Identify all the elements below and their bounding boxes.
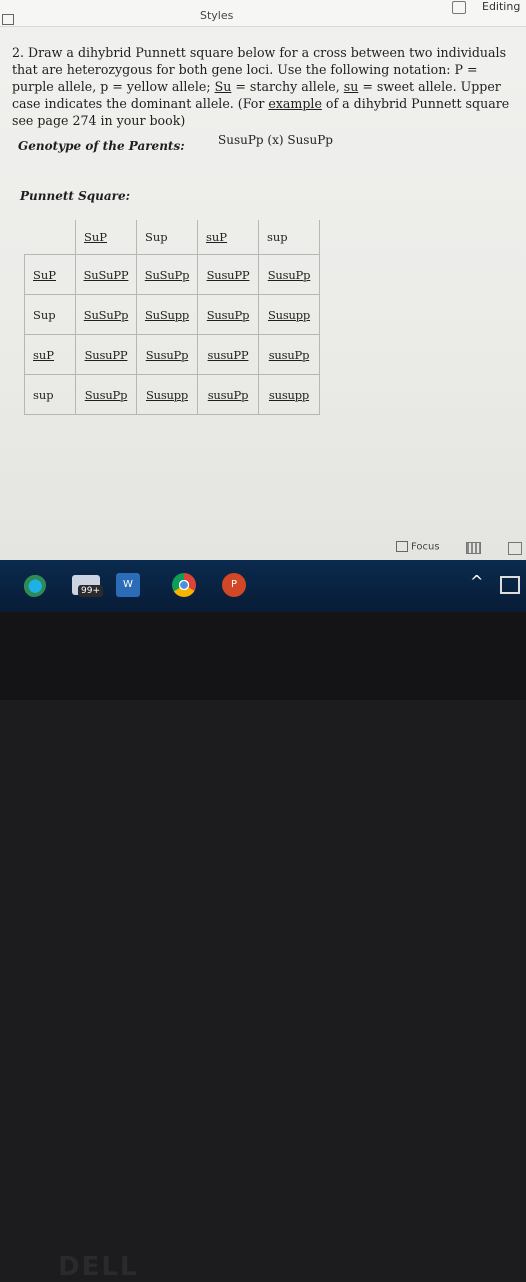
punnett-cell: SuSuPP (76, 255, 137, 295)
screen (0, 0, 526, 560)
punnett-cell: susuPp (259, 335, 320, 375)
punnett-cell: SuSupp (137, 295, 198, 335)
parents-genotype-value: SusuPp (x) SusuPp (218, 133, 333, 147)
punnett-cell: SusuPp (198, 295, 259, 335)
punnett-row-3 (25, 335, 320, 375)
ribbon (0, 0, 526, 27)
editing-group-label[interactable]: Editing (482, 0, 521, 13)
punnett-cell: susupp (259, 375, 320, 415)
focus-mode-button[interactable] (396, 541, 440, 553)
row-header-1: SuP (25, 255, 76, 295)
punnett-cell: susuPp (198, 375, 259, 415)
question-part3: = sweet allele. Upper case indicates the dominant allele. (For (12, 79, 501, 111)
question-text (12, 44, 512, 129)
word-app-icon[interactable]: W (116, 573, 140, 597)
parents-genotype-label: Genotype of the Parents: (18, 139, 185, 153)
punnett-cell: Susupp (137, 375, 198, 415)
focus-icon (396, 541, 408, 552)
punnett-cell: susuPP (198, 335, 259, 375)
dialog-launcher-icon[interactable] (2, 14, 14, 25)
punnett-header-row (25, 220, 320, 255)
laptop-bezel (0, 612, 526, 1282)
punnett-cell: SuSuPp (137, 255, 198, 295)
col-header-1: SuP (76, 220, 137, 255)
col-header-3: suP (198, 220, 259, 255)
col-header-2: Sup (137, 220, 198, 255)
punnett-cell: SusuPp (137, 335, 198, 375)
row-header-2: Sup (25, 295, 76, 335)
sweet-allele-symbol: su (343, 79, 359, 94)
punnett-corner-cell (25, 220, 76, 255)
question-part4: of a dihybrid Punnett square see page 274 in your book) (12, 96, 510, 128)
edge-browser-icon[interactable] (22, 573, 46, 597)
punnett-row-2 (25, 295, 320, 335)
punnett-cell: SusuPP (76, 335, 137, 375)
punnett-cell: SusuPp (76, 375, 137, 415)
row-header-4: sup (25, 375, 76, 415)
focus-label: Focus (411, 541, 440, 553)
col-header-4: sup (259, 220, 320, 255)
punnett-cell: Susupp (259, 295, 320, 335)
web-layout-view-icon[interactable] (508, 542, 522, 555)
powerpoint-app-icon[interactable]: P (222, 573, 246, 597)
punnett-cell: SusuPp (259, 255, 320, 295)
question-part1: 2. Draw a dihybrid Punnett square below for a cross between two individuals that are heterozygous for both gene loci. Use the following notation: P = purple allele, p = yellow allele; (12, 45, 507, 94)
example-word: example (268, 96, 322, 111)
punnett-row-1 (25, 255, 320, 295)
question-part2: = starchy allele, (231, 79, 344, 94)
punnett-square-label: Punnett Square: (20, 189, 131, 203)
punnett-square-table[interactable] (24, 220, 320, 415)
show-hidden-icons-chevron-icon[interactable]: ^ (470, 572, 484, 591)
dell-logo: DELL (58, 1252, 139, 1282)
battery-icon[interactable] (500, 576, 520, 594)
print-layout-view-icon[interactable] (466, 542, 481, 554)
row-header-3: suP (25, 335, 76, 375)
styles-group-label[interactable]: Styles (200, 9, 234, 22)
editing-icon[interactable] (452, 1, 466, 14)
punnett-row-4 (25, 375, 320, 415)
starchy-allele-symbol: Su (214, 79, 232, 94)
chrome-browser-icon[interactable] (172, 573, 196, 597)
punnett-cell: SusuPP (198, 255, 259, 295)
punnett-cell: SuSuPp (76, 295, 137, 335)
mail-unread-badge: 99+ (78, 585, 103, 597)
